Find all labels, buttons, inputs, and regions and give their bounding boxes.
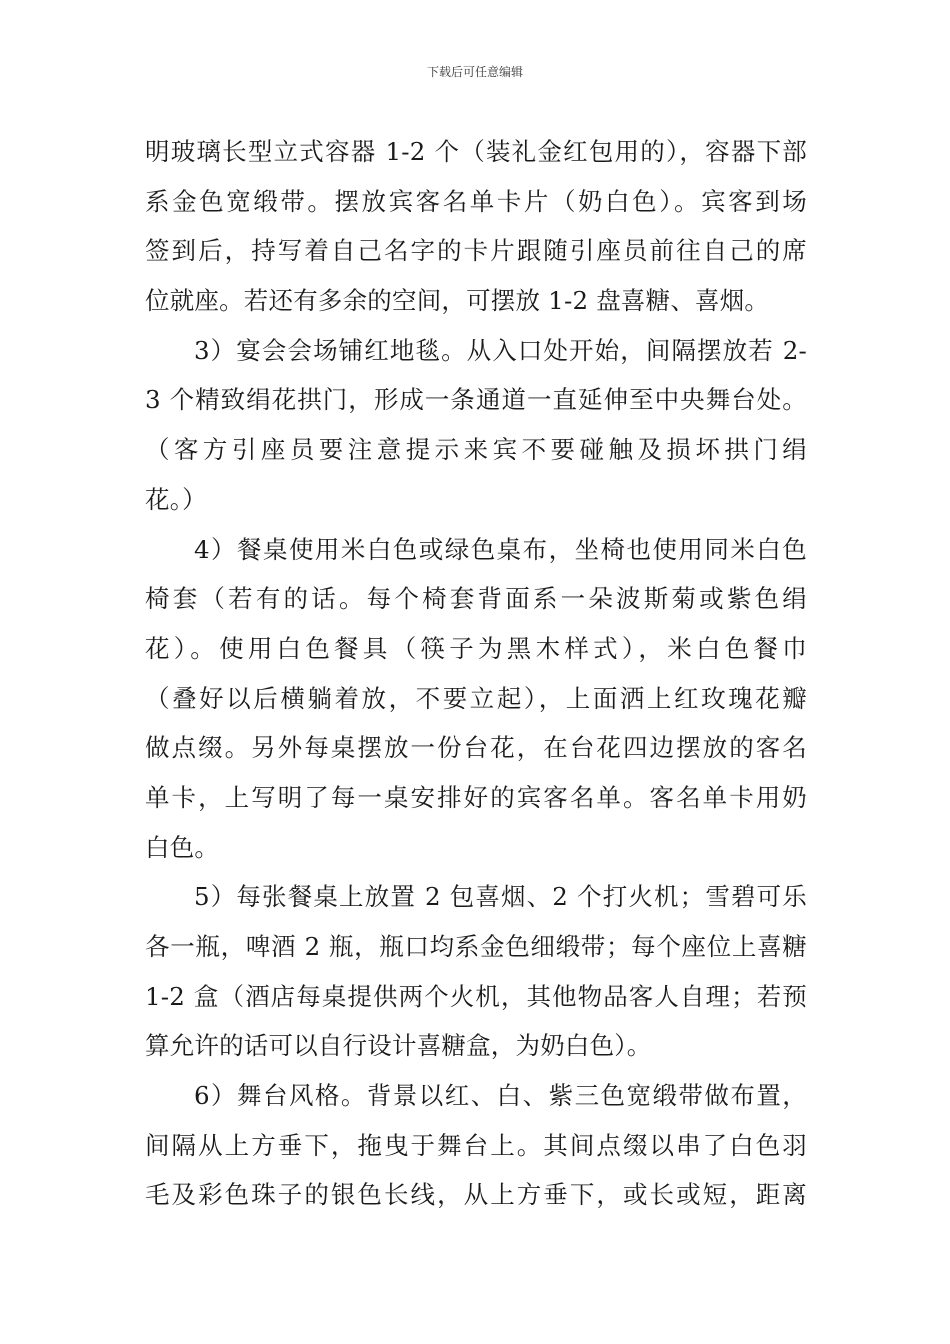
- paragraph-4: [145, 872, 807, 1071]
- text-line: 算允许的话可以自行设计喜糖盒，为奶白色）。: [145, 1031, 652, 1061]
- text-line: 4）餐桌使用米白色或绿色桌布，坐椅也使用同米白色: [194, 534, 807, 564]
- document-body: [145, 127, 807, 1220]
- text-line: 单卡，上写明了每一桌安排好的宾客名单。客名单卡用奶: [145, 782, 807, 812]
- text-line: 间隔从上方垂下，拖曳于舞台上。其间点缀以串了白色羽: [145, 1130, 807, 1160]
- paragraph-1: [145, 127, 807, 326]
- text-line: 1-2 盒（酒店每桌提供两个火机，其他物品客人自理；若预: [145, 981, 807, 1011]
- text-line: 花。）: [145, 484, 207, 514]
- paragraph-2: [145, 326, 807, 525]
- text-line: 5）每张餐桌上放置 2 包喜烟、2 个打火机；雪碧可乐: [194, 882, 807, 912]
- text-line: 系金色宽缎带。摆放宾客名单卡片（奶白色）。宾客到场: [145, 186, 807, 216]
- page-header: 下载后可任意编辑: [426, 65, 523, 79]
- text-line: 3）宴会会场铺红地毯。从入口处开始，间隔摆放若 2-: [194, 335, 807, 365]
- text-line: 花）。使用白色餐具（筷子为黑木样式），米白色餐巾: [145, 633, 807, 663]
- text-line: 做点缀。另外每桌摆放一份台花，在台花四边摆放的客名: [145, 733, 807, 763]
- text-line: （客方引座员要注意提示来宾不要碰触及损坏拱门绢: [145, 435, 807, 465]
- text-line: 签到后，持写着自己名字的卡片跟随引座员前往自己的席: [145, 236, 807, 266]
- paragraph-5: [145, 1071, 807, 1220]
- text-line: 白色。: [145, 832, 220, 862]
- text-line: 6）舞台风格。背景以红、白、紫三色宽缎带做布置，: [194, 1081, 807, 1111]
- text-line: （叠好以后横躺着放，不要立起），上面洒上红玫瑰花瓣: [145, 683, 807, 713]
- text-line: 毛及彩色珠子的银色长线，从上方垂下，或长或短，距离: [145, 1180, 807, 1210]
- text-line: 各一瓶，啤酒 2 瓶，瓶口均系金色细缎带；每个座位上喜糖: [145, 932, 807, 961]
- text-line: 明玻璃长型立式容器 1-2 个（装礼金红包用的），容器下部: [145, 137, 807, 166]
- text-line: 椅套（若有的话。每个椅套背面系一朵波斯菊或紫色绢: [145, 584, 807, 614]
- text-line: 3 个精致绢花拱门，形成一条通道一直延伸至中央舞台处。: [145, 385, 807, 415]
- text-line: 位就座。若还有多余的空间，可摆放 1-2 盘喜糖、喜烟。: [145, 286, 770, 316]
- paragraph-3: [145, 525, 807, 873]
